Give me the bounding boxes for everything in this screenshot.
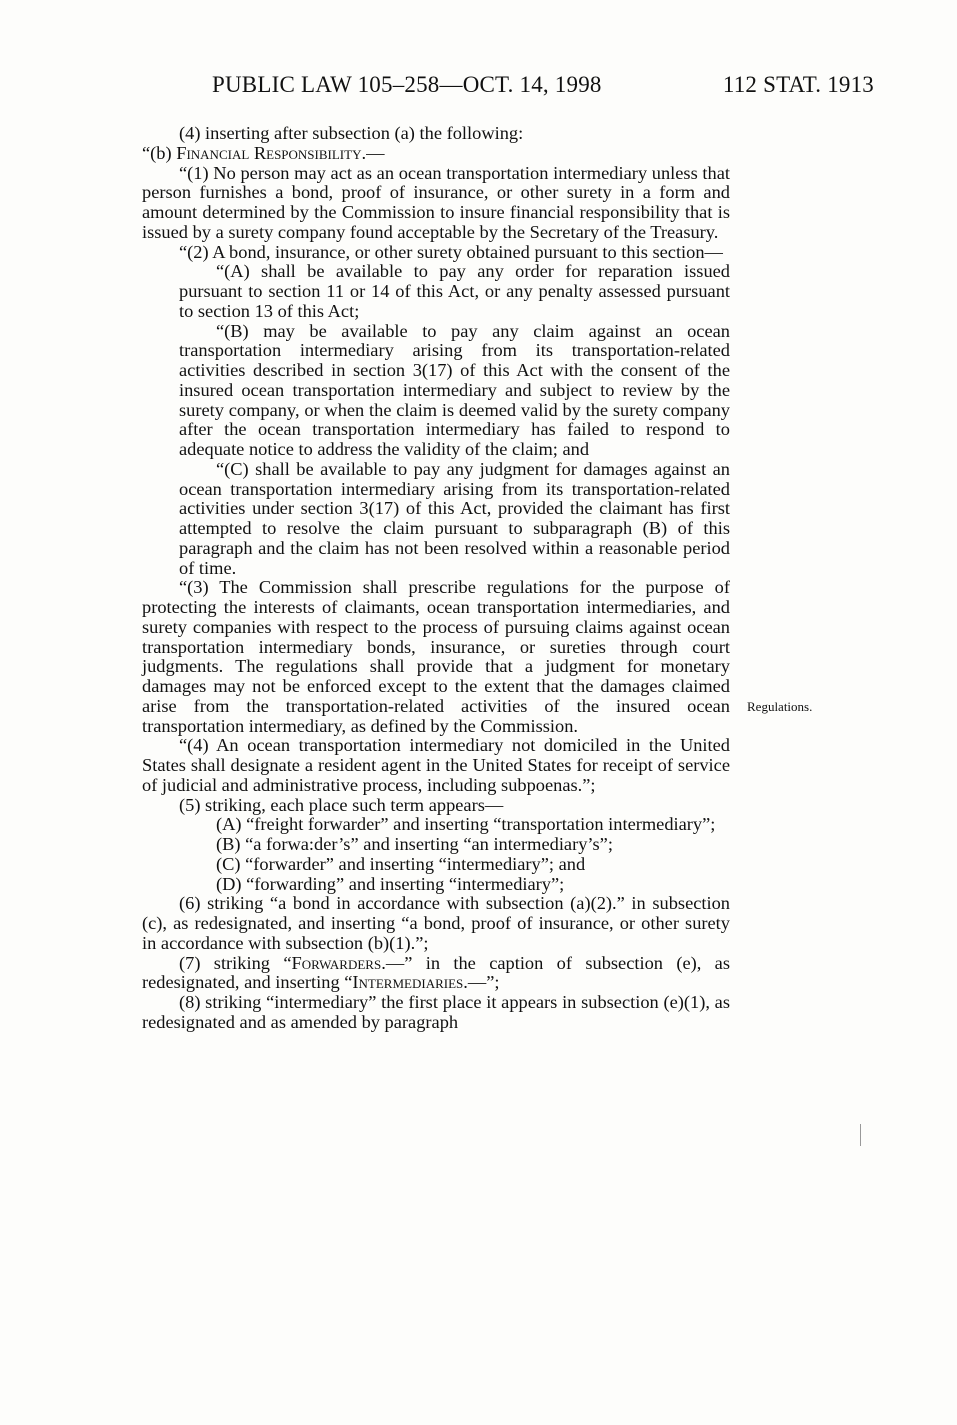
para-8: (8) striking “intermediary” the first place it appears in subsection (e)(1), as redesignated and as amended by paragraph xyxy=(142,992,730,1032)
para-b4: “(4) An ocean transportation intermediary not domiciled in the United States shall designate a resident agent in the United States for receipt of service of judicial and administrative process, including subpoenas.”; xyxy=(142,735,730,795)
header-public-law: PUBLIC LAW 105–258—OCT. 14, 1998 xyxy=(212,72,602,97)
heading-financial-responsibility: “(b) Financial Responsibility.— xyxy=(142,142,385,163)
para-6: (6) striking “a bond in accordance with subsection (a)(2).” in subsection (c), as redesignated, and inserting “a bond, proof of insurance, or other surety in accordance with subsection (b)(1).”; xyxy=(142,893,730,953)
para-7: (7) striking “Forwarders.—” in the caption of subsection (e), as redesignated, and inserting “Intermediaries.—”; xyxy=(142,952,731,993)
para-b2-A: “(A) shall be available to pay any order for reparation issued pursuant to section 11 or 14 of this Act, or any penalty assessed pursuant to section 13 of this Act; xyxy=(179,261,730,321)
page-header xyxy=(212,72,874,106)
heading-smallcaps: Financial Responsibility xyxy=(176,142,362,163)
para-5-A: (A) “freight forwarder” and inserting “transportation intermediary”; xyxy=(216,814,716,835)
para-4: (4) inserting after subsection (a) the following: xyxy=(179,123,524,143)
header-stat-page: 112 STAT. 1913 xyxy=(722,72,874,97)
para-5-C: (C) “forwarder” and inserting “intermediary”; and xyxy=(216,853,586,874)
margin-note-regulations: Regulations. xyxy=(747,699,813,714)
statute-body xyxy=(142,124,730,1033)
para-b1: “(1) No person may act as an ocean transportation intermediary unless that person furnishes a bond, proof of insurance, or other surety in a form and amount determined by the Commission to insure financial responsibility that is issued by a surety company found acceptable by the Secretary of the Treasury. xyxy=(142,162,730,242)
para-b2-C: “(C) shall be available to pay any judgment for damages against an ocean transportation intermediary arising from its transportation-related activities under section 3(17) of this Act, provided the claimant has first attempted to resolve the claim pursuant to subparagraph (B) of this paragraph and the claim has not been resolved within a reasonable period of time. xyxy=(179,458,730,578)
scan-mark xyxy=(860,1124,861,1146)
para-b2-B: “(B) may be available to pay any claim against an ocean transportation intermediary arising from its transportation-related activities described in section 3(17) of this Act with the consent of the insured ocean transportation intermediary and subject to review by the surety company, or when the claim is deemed valid by the surety company after the ocean transportation intermediary has failed to respond to adequate notice to address the validity of the claim; and xyxy=(179,320,730,459)
para-5-D: (D) “forwarding” and inserting “intermediary”; xyxy=(216,873,565,894)
para-5-B: (B) “a forwa:der’s” and inserting “an intermediary’s”; xyxy=(216,834,613,854)
para-b2: “(2) A bond, insurance, or other surety obtained pursuant to this section— xyxy=(179,241,723,262)
para-b3: “(3) The Commission shall prescribe regulations for the purpose of protecting the interests of claimants, ocean transportation intermediaries, and surety companies with respect to the process of pursuing claims against ocean transportation intermediary bonds, insurance, or sureties through court judgments. The regulations shall provide that a judgment for monetary damages may not be enforced except to the extent that the damages claimed arise from the transportation-related activities of the insured ocean transportation intermediary, as defined by the Commission. xyxy=(142,577,730,736)
para-5: (5) striking, each place such term appears— xyxy=(179,794,504,815)
